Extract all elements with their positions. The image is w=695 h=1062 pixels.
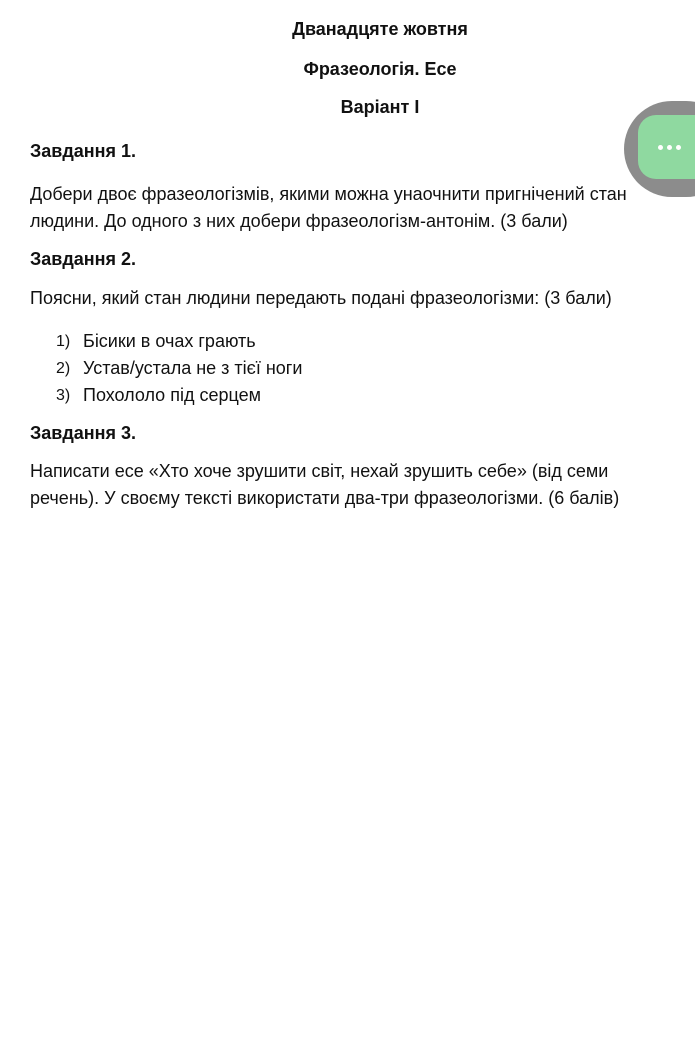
list-item-text: Бісики в очах грають (83, 331, 256, 351)
topic-heading: Фразеологія. Есе (303, 59, 457, 79)
list-item-text: Устав/устала не з тієї ноги (83, 358, 303, 378)
task-1-text (30, 181, 695, 235)
task-1-line: людини. До одного з них добери фразеологізм-антонім. (3 бали) (30, 211, 568, 231)
task-3-text (30, 458, 695, 512)
task-2-text (30, 285, 695, 312)
date-heading: Дванадцяте жовтня (292, 19, 468, 39)
phraseology-list (56, 328, 302, 409)
list-item (56, 328, 302, 355)
task-3-line: Написати есе «Хто хоче зрушити світ, нехай зрушить себе» (від семи (30, 461, 609, 481)
task-2-title: Завдання 2. (30, 249, 137, 269)
list-item (56, 355, 302, 382)
list-item-number: 3) (56, 387, 71, 404)
list-item-number: 1) (56, 333, 71, 350)
more-dots-icon (658, 145, 681, 150)
task-3-line: речень). У своєму тексті використати два-три фразеологізми. (6 балів) (30, 488, 620, 508)
more-options-button[interactable] (638, 115, 695, 179)
variant-heading: Варіант І (340, 97, 420, 117)
task-1-line: Добери двоє фразеологізмів, якими можна унаочнити пригнічений стан (30, 184, 627, 204)
list-item-text: Похололо під серцем (83, 385, 261, 405)
task-2-line: Поясни, який стан людини передають подані фразеологізми: (3 бали) (30, 288, 612, 308)
task-3-title: Завдання 3. (30, 423, 137, 443)
list-item-number: 2) (56, 360, 71, 377)
task-1-title: Завдання 1. (30, 141, 137, 161)
list-item (56, 382, 302, 409)
